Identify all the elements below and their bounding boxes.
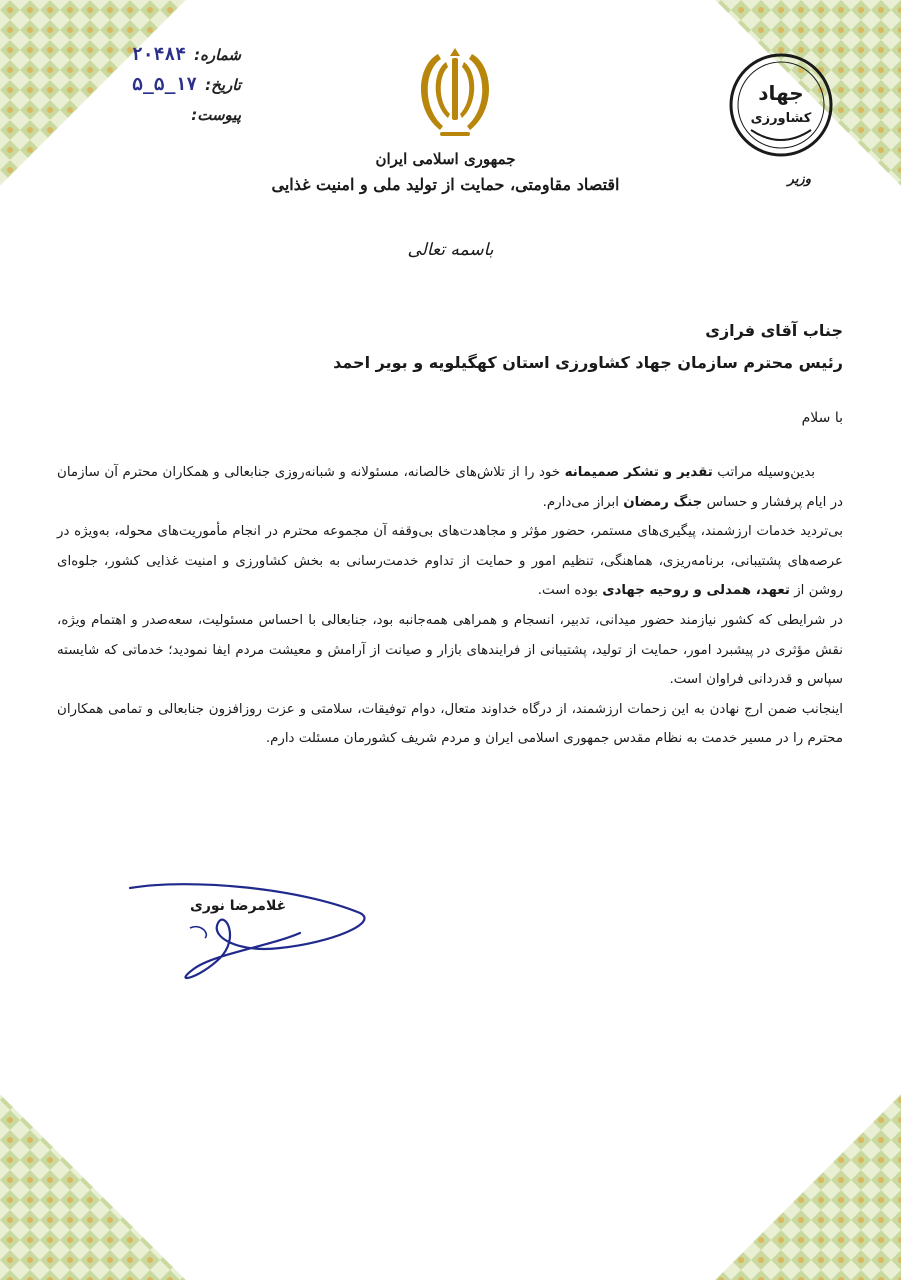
corner-ornament-bottom-left bbox=[0, 1090, 190, 1280]
attachment-label: پیوست: bbox=[191, 106, 241, 124]
government-title: جمهوری اسلامی ایران bbox=[375, 150, 516, 168]
addressee-name: جناب آقای فرازی bbox=[705, 321, 843, 340]
paragraph-2: بی‌تردید خدمات ارزشمند، پیگیری‌های مستمر، حضور مؤثر و مجاهدت‌های بی‌وقفه آن مجموعه محترم در انجام مأموریت‌های محوله، به‌ویژه در عرصه‌های پشتیبانی، برنامه‌ریزی، هماهنگی، تنظیم امور و حمایت از تداوم خدمت‌رسانی به بخش کشاورزی و امنیت غذایی کشور، جلوه‌ای روشن از تعهد، همدلی و روحیه جهادی بوده است. bbox=[57, 524, 843, 599]
corner-ornament-bottom-right bbox=[711, 1090, 901, 1280]
seal-bottom-text: کشاورزی bbox=[750, 111, 812, 126]
signer-name: غلامرضا نوری bbox=[190, 898, 287, 914]
iran-emblem-icon bbox=[410, 40, 500, 148]
handwritten-signature-icon bbox=[100, 878, 370, 988]
paragraph-3: در شرایطی که کشور نیازمند حضور میدانی، تدبیر، انسجام و همراهی همه‌جانبه بود، جنابعالی با احساس مسئولیت، سعه‌صدر و اهتمام ویژه، نقش مؤثری در پیشبرد امور، حمایت از تولید، پشتیبانی از فرایندهای بازار و صیانت از آرامش و معیشت مردم ایفا نمودید؛ خدماتی که شایسته سپاس و قدردانی فراوان است. bbox=[57, 612, 843, 688]
letter-date-row bbox=[101, 70, 241, 100]
seal-top-text: جهاد bbox=[758, 81, 804, 105]
number-value: ۲۰۴۸۴ bbox=[131, 44, 187, 65]
paragraph-4: اینجانب ضمن ارج نهادن به این زحمات ارزشمند، از درگاه خداوند متعال، دوام توفیقات، سلامتی و عزت روزافزون جنابعالی و تمامی همکاران محترم را در مسیر خدمت به نظام مقدس جمهوری اسلامی ایران و مردم شریف کشورمان مسئلت دارم. bbox=[57, 701, 843, 747]
letter-attachment-row bbox=[101, 100, 241, 130]
letter-metadata bbox=[101, 40, 241, 130]
letter-number-row bbox=[101, 40, 241, 70]
ministry-seal-icon bbox=[726, 50, 836, 160]
addressee-title: رئیس محترم سازمان جهاد کشاورزی استان کهگیلویه و بویر احمد bbox=[333, 353, 843, 372]
seal-title: وزیر bbox=[787, 172, 811, 187]
greeting: با سلام bbox=[801, 410, 843, 426]
letter-body bbox=[57, 458, 843, 754]
invocation: باسمه تعالی bbox=[407, 240, 494, 260]
paragraph-1: بدین‌وسیله مراتب تقدیر و تشکر صمیمانه خود را از تلاش‌های خالصانه، مسئولانه و شبانه‌روزی جنابعالی و همکاران محترم آن سازمان در ایام پرفشار و حساس جنگ رمضان ابراز می‌دارم. bbox=[57, 465, 843, 510]
addressee-block bbox=[333, 315, 843, 379]
date-label: تاریخ: bbox=[205, 76, 241, 94]
date-value: ۵_۵_۱۷ bbox=[132, 74, 198, 95]
number-label: شماره: bbox=[194, 46, 241, 64]
motto-line: اقتصاد مقاومتی، حمایت از تولید ملی و امنیت غذایی bbox=[271, 175, 620, 194]
